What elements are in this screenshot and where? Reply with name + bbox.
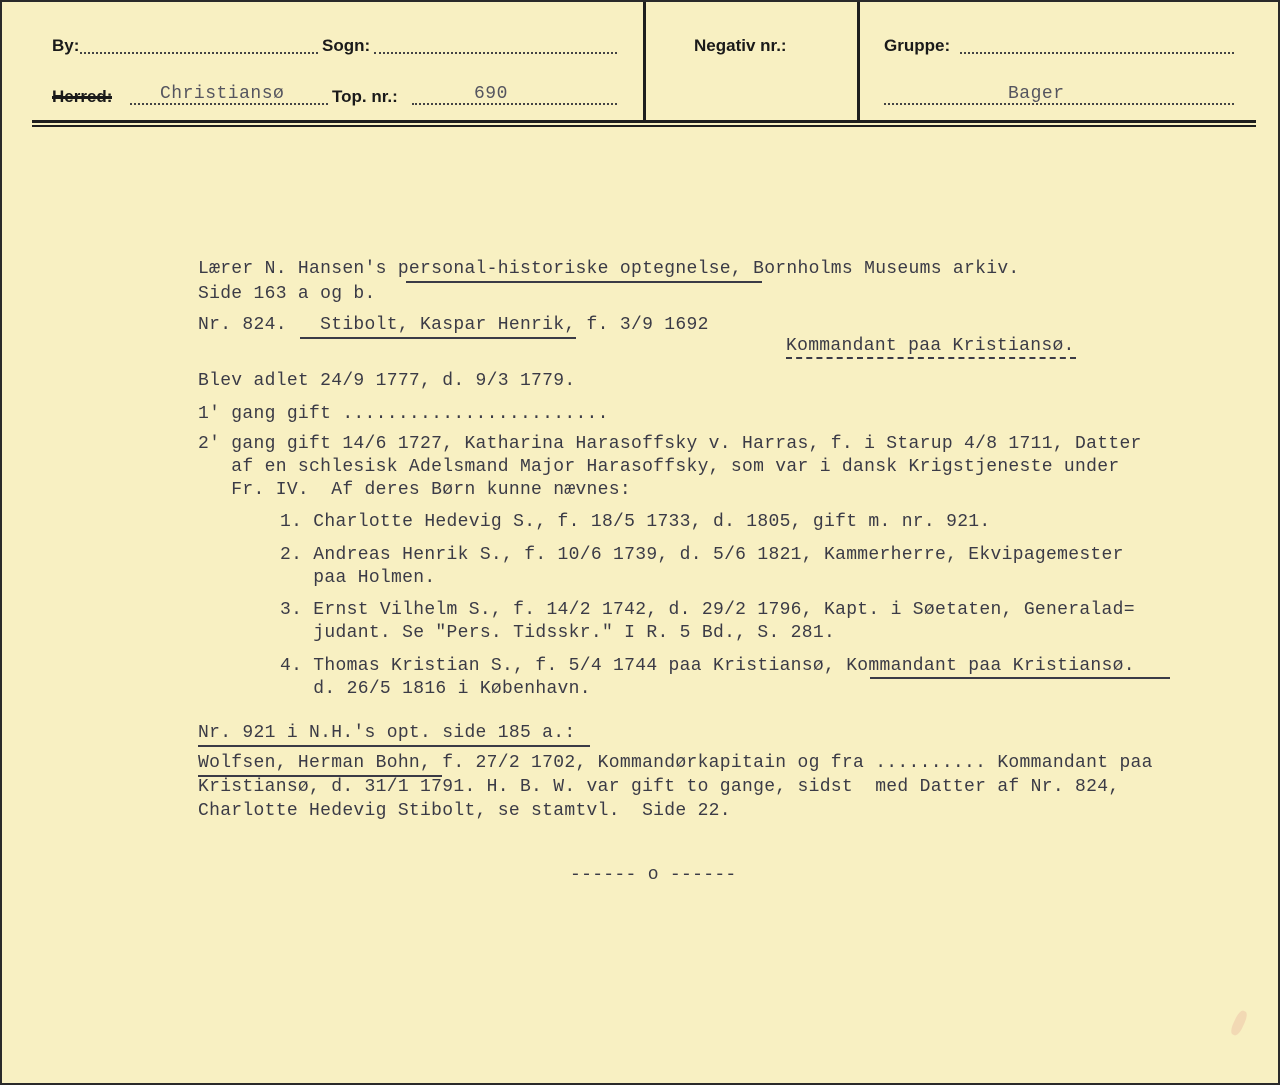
end-mark: ------ o ------ <box>570 865 737 885</box>
header-rule-bottom <box>32 125 1256 127</box>
by-label: By: <box>52 36 80 55</box>
second-marriage-line-1: 2' gang gift 14/6 1727, Katharina Harasoffsky v. Harras, f. i Starup 4/8 1711, Datter <box>198 434 1142 454</box>
top-nr-value: 690 <box>474 84 508 104</box>
sogn-label: Sogn: <box>322 36 371 55</box>
header-divider-1 <box>643 2 646 120</box>
child-4-line-2: d. 26/5 1816 i København. <box>280 679 591 699</box>
child-1-line-1: 1. Charlotte Hedevig S., f. 18/5 1733, d. 1805, gift m. nr. 921. <box>280 512 991 532</box>
child-3-line-2: judant. Se "Pers. Tidsskr." I R. 5 Bd., S. 281. <box>280 623 836 643</box>
ref-921-underline <box>198 745 590 747</box>
wolfsen-line-3: Charlotte Hedevig Stibolt, se stamtvl. Side 22. <box>198 801 731 821</box>
top-nr-field-line <box>412 103 617 105</box>
second-marriage-line-2: af en schlesisk Adelsmand Major Harasoffsky, som var i dansk Krigstjeneste under <box>198 457 1120 477</box>
child-2-line-2: paa Holmen. <box>280 568 436 588</box>
herred-label <box>52 87 112 107</box>
header-divider-2 <box>857 2 860 120</box>
source-line-1: Lærer N. Hansen's personal-historiske optegnelse, Bornholms Museums arkiv. <box>198 259 1020 279</box>
gruppe-value: Bager <box>1008 84 1065 104</box>
child-3-line-1: 3. Ernst Vilhelm S., f. 14/2 1742, d. 29/2 1796, Kapt. i Søetaten, Generalad= <box>280 600 1135 620</box>
herred-strikethrough <box>52 96 112 99</box>
title-right: Kommandant paa Kristiansø. <box>786 336 1075 356</box>
source-line-2: Side 163 a og b. <box>198 284 376 304</box>
header-rule-top <box>32 120 1256 123</box>
by-field-line <box>80 52 318 54</box>
child-4-line-1: 4. Thomas Kristian S., f. 5/4 1744 paa Kristiansø, Kommandant paa Kristiansø. <box>280 656 1135 676</box>
source-underline <box>406 281 762 283</box>
sogn-field-line <box>374 52 617 54</box>
herred-value: Christiansø <box>160 84 285 104</box>
wolfsen-line-1: Wolfsen, Herman Bohn, f. 27/2 1702, Kommandørkapitain og fra .......... Kommandant paa <box>198 753 1153 773</box>
first-marriage-line: 1' gang gift ........................ <box>198 404 609 424</box>
entry-line: Nr. 824. Stibolt, Kaspar Henrik, f. 3/9 1692 <box>198 315 709 335</box>
gruppe-field-line <box>960 52 1234 54</box>
top-nr-label: Top. nr.: <box>332 87 398 106</box>
child-4-title-underline <box>870 677 1170 679</box>
wolfsen-line-2: Kristiansø, d. 31/1 1791. H. B. W. var gift to gange, sidst med Datter af Nr. 824, <box>198 777 1120 797</box>
ennobled-line: Blev adlet 24/9 1777, d. 9/3 1779. <box>198 371 576 391</box>
title-underline <box>786 357 1076 359</box>
negativ-label: Negativ nr.: <box>694 36 787 55</box>
ink-stain <box>1229 1009 1249 1037</box>
ref-921-line: Nr. 921 i N.H.'s opt. side 185 a.: <box>198 723 576 743</box>
gruppe-label: Gruppe: <box>884 36 951 55</box>
name-underline <box>300 337 576 339</box>
child-2-line-1: 2. Andreas Henrik S., f. 10/6 1739, d. 5/6 1821, Kammerherre, Ekvipagemester <box>280 545 1124 565</box>
second-marriage-line-3: Fr. IV. Af deres Børn kunne nævnes: <box>198 480 631 500</box>
